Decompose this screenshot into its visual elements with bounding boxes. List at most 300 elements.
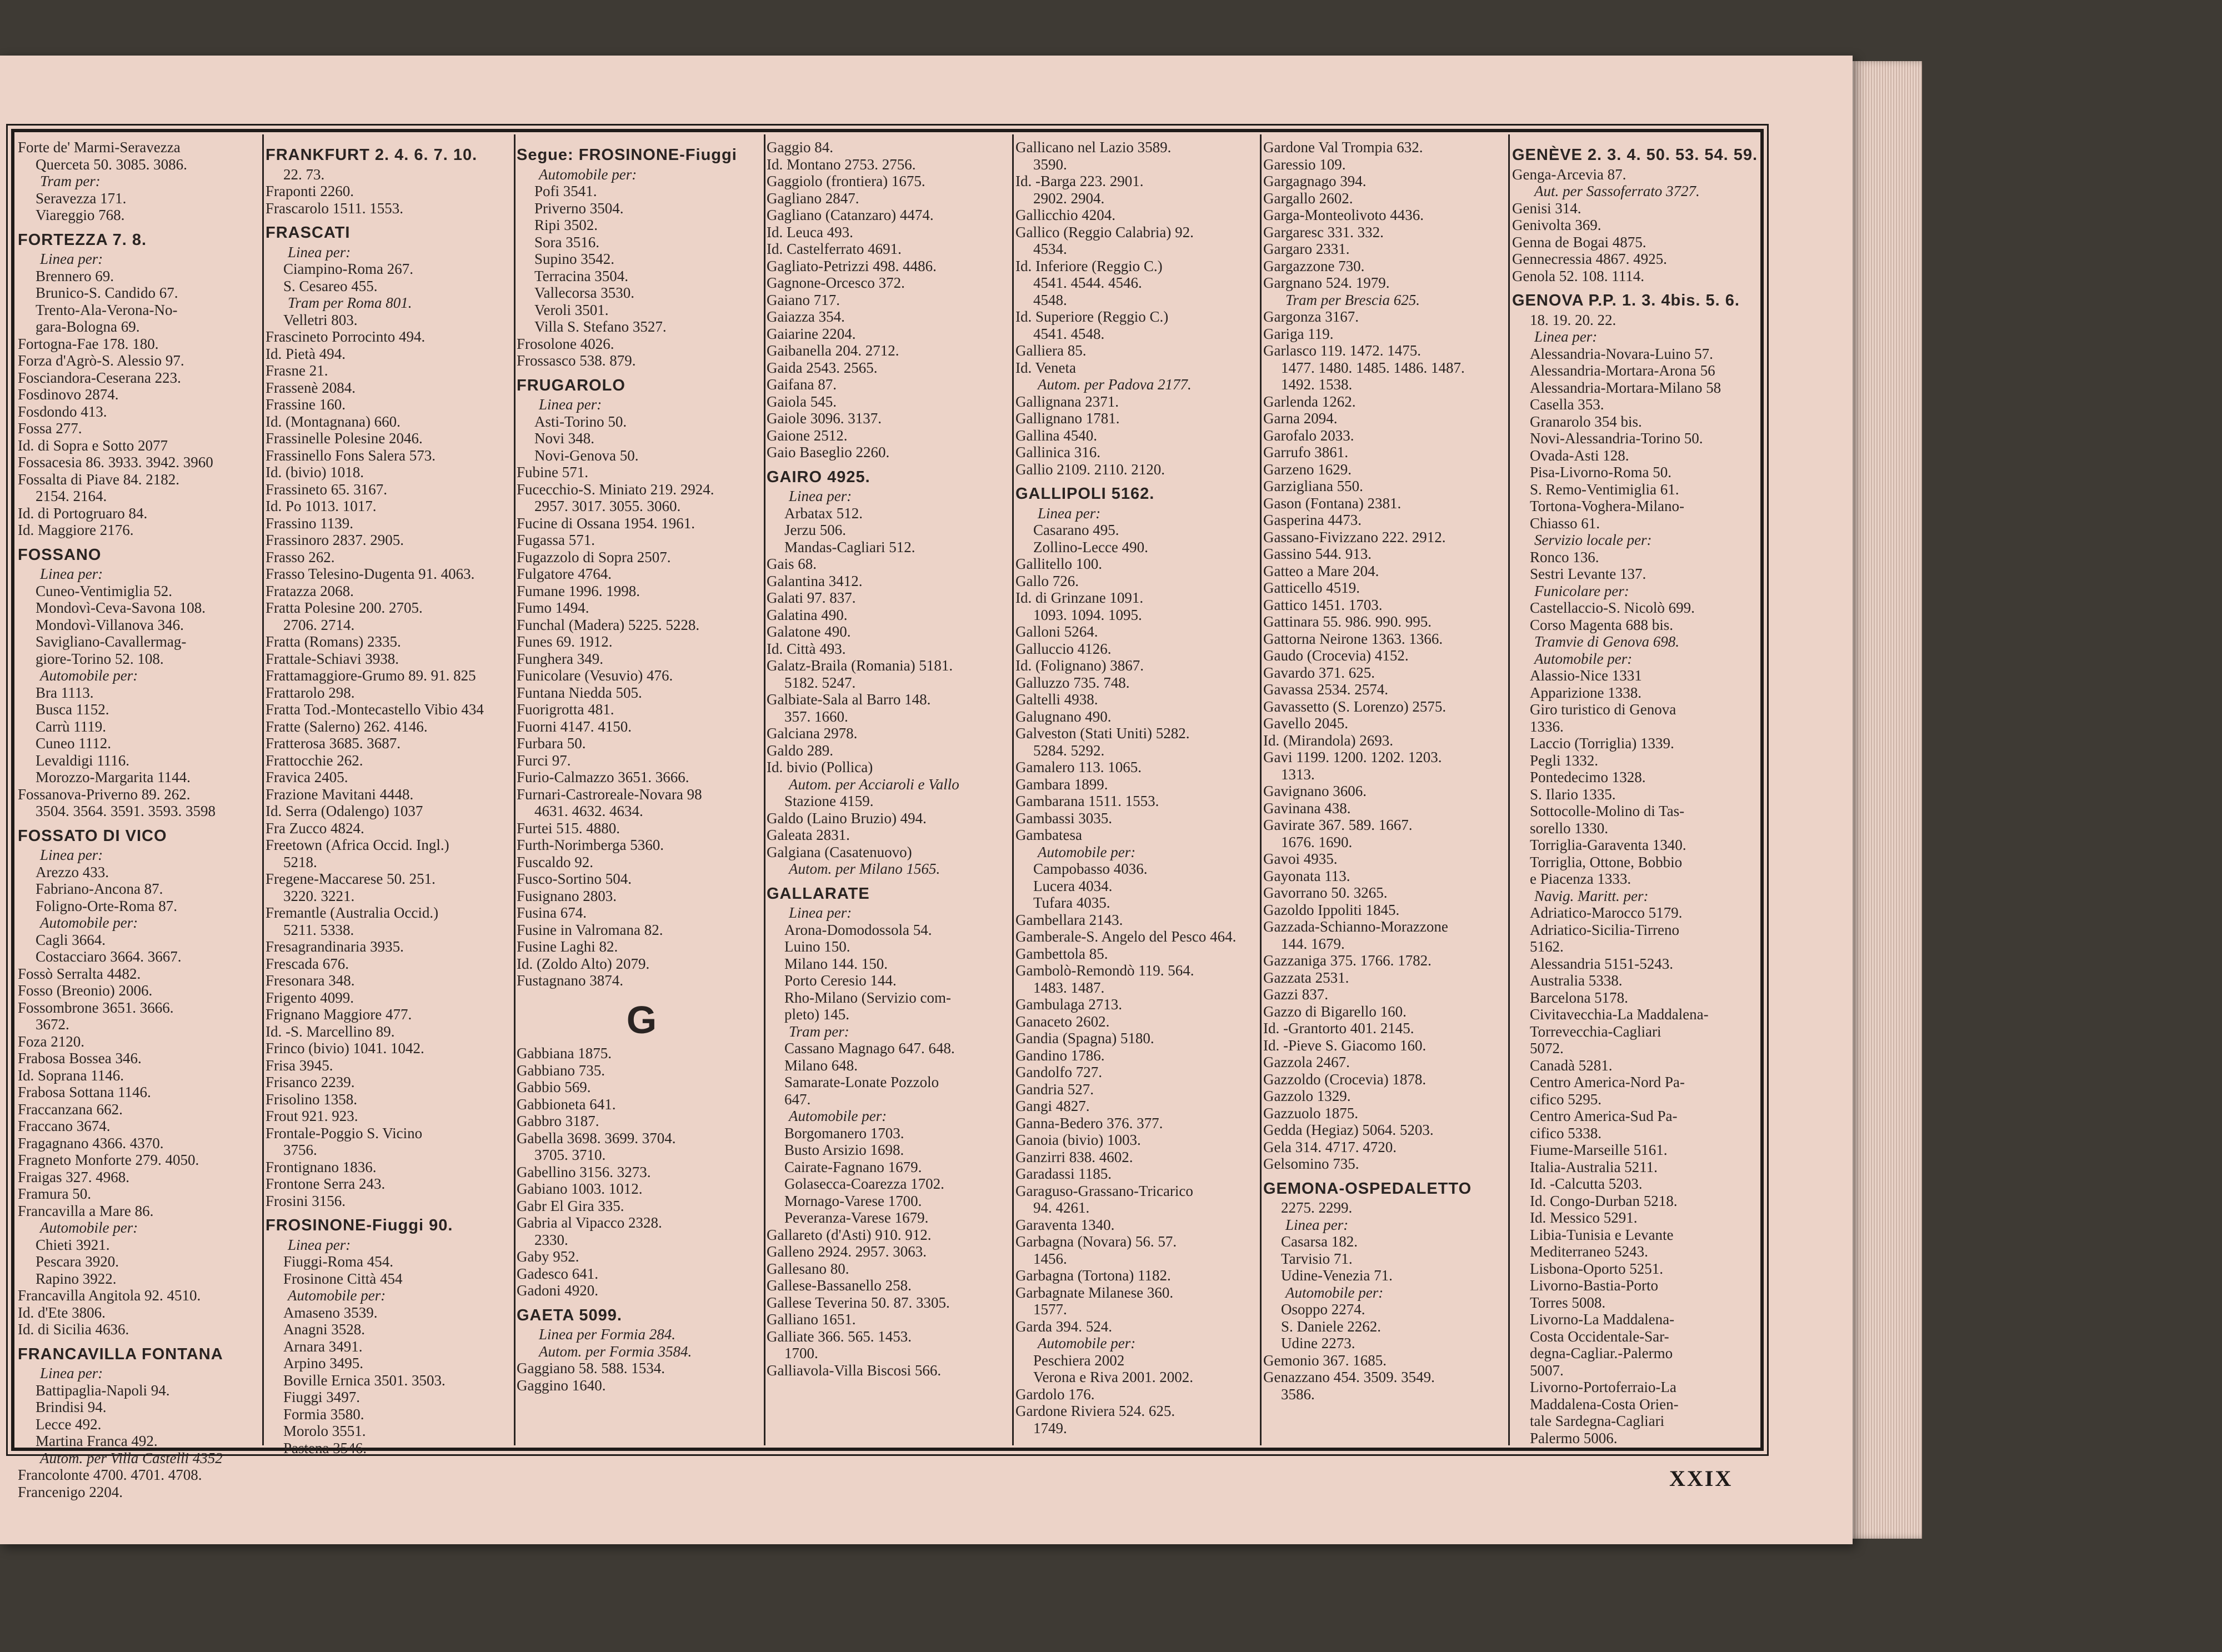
route-entry: Priverno 3504.: [534, 199, 624, 217]
route-entry: Canadà 5281.: [1530, 1057, 1613, 1074]
index-entry: Gallignana 2371.: [1015, 393, 1119, 410]
route-entry: Brennero 69.: [36, 267, 114, 284]
route-entry: Casarano 495.: [1033, 522, 1119, 538]
route-entry: Chiasso 61.: [1530, 514, 1600, 532]
route-entry: 5007.: [1530, 1361, 1564, 1379]
index-entry: Fragneto Monforte 279. 4050.: [18, 1152, 199, 1168]
index-entry: Furbara 50.: [517, 735, 586, 752]
index-entry: Gabellino 3156. 3273.: [517, 1163, 651, 1180]
index-entry: Fuorni 4147. 4150.: [517, 718, 632, 735]
route-entry: Corso Magenta 688 bis.: [1530, 616, 1673, 633]
index-entry: Furci 97.: [517, 752, 571, 769]
route-entry: Italia-Australia 5211.: [1530, 1158, 1658, 1175]
route-entry: Pofi 3541.: [534, 183, 597, 199]
route-entry: 22. 73.: [283, 166, 325, 183]
column-rule: [1508, 134, 1510, 1445]
station-heading: FORTEZZA 7. 8.: [18, 231, 147, 249]
route-entry: Querceta 50. 3085. 3086.: [36, 156, 187, 173]
route-entry: 1492. 1538.: [1281, 376, 1353, 393]
index-column-4: [767, 139, 1017, 1444]
service-label: Automobile per:: [1038, 843, 1136, 860]
index-entry: Frassineto 65. 3167.: [266, 480, 387, 498]
index-entry: Fusine Laghi 82.: [517, 938, 618, 955]
index-entry: Freetown (Africa Occid. Ingl.): [266, 837, 449, 853]
service-label: Tram per:: [789, 1023, 849, 1040]
index-entry: Fortogna-Fae 178. 180.: [18, 335, 159, 352]
route-entry: 3504. 3564. 3591. 3593. 3598: [36, 803, 216, 819]
route-entry: Martina Franca 492.: [36, 1433, 158, 1449]
route-entry: Osoppo 2274.: [1281, 1301, 1365, 1318]
index-entry: Gambolò-Remondò 119. 564.: [1015, 962, 1194, 979]
station-heading: GEMONA-OSPEDALETTO: [1263, 1179, 1472, 1198]
index-entry: Gardone Riviera 524. 625.: [1015, 1403, 1175, 1419]
index-entry: Galdo 289.: [767, 742, 833, 759]
route-entry: 3756.: [283, 1142, 317, 1158]
index-entry: Fuorigrotta 481.: [517, 701, 614, 718]
index-entry: Frasne 21.: [266, 362, 328, 379]
service-label: Automobile per:: [1534, 650, 1633, 667]
index-entry: Id. Città 493.: [767, 640, 846, 657]
index-entry: Id. Pietà 494.: [266, 345, 346, 362]
index-entry: Frosini 3156.: [266, 1192, 346, 1209]
index-entry: Id. d'Ete 3806.: [18, 1304, 106, 1321]
route-entry: Tarvisio 71.: [1281, 1250, 1353, 1267]
route-entry: Savigliano-Cavallermag-: [36, 633, 187, 650]
index-entry: Fresagrandinaria 3935.: [266, 938, 404, 955]
index-entry: Gedda (Hegiaz) 5064. 5203.: [1263, 1122, 1434, 1138]
service-label: Aut. per Sassoferrato 3727.: [1534, 183, 1700, 199]
route-entry: Alessandria-Mortara-Milano 58: [1530, 379, 1721, 396]
service-label: Automobile per:: [539, 166, 637, 183]
index-entry: Gamalero 113. 1065.: [1015, 759, 1142, 775]
index-entry: Id. (Mirandola) 2693.: [1263, 732, 1393, 749]
route-entry: Brindisi 94.: [36, 1399, 107, 1415]
index-entry: Frasso 262.: [266, 548, 335, 565]
route-entry: Pegli 1332.: [1530, 752, 1599, 769]
index-entry: Gaudo (Crocevia) 4152.: [1263, 647, 1409, 664]
service-label: Linea per:: [1285, 1216, 1349, 1233]
service-label: Linea per:: [539, 396, 602, 413]
index-entry: Gaiole 3096. 3137.: [767, 410, 882, 427]
service-label: Tram per Roma 801.: [288, 294, 412, 311]
index-entry: Gallico (Reggio Calabria) 92.: [1015, 223, 1194, 241]
index-entry: Gambarana 1511. 1553.: [1015, 793, 1159, 809]
index-entry: Id. -Barga 223. 2901.: [1015, 173, 1144, 189]
index-entry: Galloni 5264.: [1015, 623, 1098, 640]
index-entry: Gennecressia 4867. 4925.: [1512, 251, 1667, 267]
route-entry: 1336.: [1530, 718, 1564, 735]
index-entry: Garbagnate Milanese 360.: [1015, 1284, 1174, 1301]
route-entry: 1456.: [1033, 1250, 1067, 1267]
route-entry: Rho-Milano (Servizio com-: [784, 989, 951, 1006]
index-entry: Galantina 3412.: [767, 572, 863, 589]
route-entry: Alassio-Nice 1331: [1530, 667, 1642, 684]
route-entry: 2902. 2904.: [1033, 189, 1105, 207]
route-entry: Lisbona-Oporto 5251.: [1530, 1260, 1663, 1277]
route-entry: Cassano Magnago 647. 648.: [784, 1040, 955, 1057]
route-entry: Centro America-Nord Pa-: [1530, 1074, 1685, 1090]
index-entry: Gabbro 3187.: [517, 1113, 599, 1129]
index-entry: Gaio Baseglio 2260.: [767, 444, 890, 460]
service-label: Autom. per Formia 3584.: [539, 1343, 692, 1360]
index-entry: Gasperina 4473.: [1263, 512, 1362, 528]
service-label: Linea per:: [40, 847, 103, 863]
index-entry: Garadassi 1185.: [1015, 1165, 1112, 1182]
index-entry: Gatticello 4519.: [1263, 579, 1360, 596]
index-entry: Funicolare (Vesuvio) 476.: [517, 667, 673, 684]
index-entry: Gavello 2045.: [1263, 715, 1348, 732]
index-entry: Gabbioneta 641.: [517, 1095, 616, 1113]
index-entry: Gallesano 80.: [767, 1260, 849, 1277]
route-entry: Anagni 3528.: [283, 1321, 365, 1338]
service-label: Linea per:: [40, 565, 103, 582]
index-entry: Fumo 1494.: [517, 599, 589, 616]
index-entry: Gelsomino 735.: [1263, 1155, 1359, 1172]
route-entry: Casarsa 182.: [1281, 1233, 1358, 1250]
service-label: Automobile per:: [789, 1108, 887, 1124]
route-entry: Australia 5338.: [1530, 972, 1623, 989]
route-entry: Lucera 4034.: [1033, 877, 1113, 894]
service-label: Linea per:: [288, 243, 351, 261]
route-entry: Pisa-Livorno-Roma 50.: [1530, 464, 1671, 480]
index-entry: Gaibanella 204. 2712.: [767, 342, 899, 359]
index-entry: Fusine in Valromana 82.: [517, 921, 663, 938]
route-entry: Costa Occidentale-Sar-: [1530, 1328, 1669, 1345]
route-entry: 2154. 2164.: [36, 488, 107, 504]
index-entry: Id. (Folignano) 3867.: [1015, 657, 1144, 674]
station-heading: GALLARATE: [767, 884, 870, 903]
route-entry: Milano 648.: [784, 1057, 858, 1074]
index-entry: Gariga 119.: [1263, 325, 1334, 342]
route-entry: Formia 3580.: [283, 1405, 364, 1423]
station-heading: FRANCAVILLA FONTANA: [18, 1345, 223, 1363]
index-entry: Francolonte 4700. 4701. 4708.: [18, 1466, 202, 1483]
index-entry: Gavinana 438.: [1263, 799, 1351, 817]
route-entry: Mondovì-Ceva-Savona 108.: [36, 599, 206, 616]
index-entry: Frisolino 1358.: [266, 1090, 358, 1108]
index-column-5: [1015, 139, 1265, 1444]
route-entry: 2275. 2299.: [1281, 1199, 1353, 1216]
index-entry: Frassinoro 2837. 2905.: [266, 532, 404, 548]
index-entry: Gamberale-S. Angelo del Pesco 464.: [1015, 928, 1237, 945]
index-entry: Frattocchie 262.: [266, 752, 363, 769]
index-entry: Fuscaldo 92.: [517, 853, 593, 870]
index-entry: Fulgatore 4764.: [517, 565, 612, 582]
index-entry: Fusignano 2803.: [517, 887, 617, 904]
route-entry: Chieti 3921.: [36, 1236, 110, 1253]
index-entry: Galleno 2924. 2957. 3063.: [767, 1243, 927, 1260]
index-entry: Fratazza 2068.: [266, 582, 354, 599]
index-entry: Garga-Monteolivoto 4436.: [1263, 207, 1424, 223]
index-entry: Galtelli 4938.: [1015, 691, 1098, 708]
index-entry: Fosso (Breonio) 2006.: [18, 982, 153, 999]
route-entry: Novi-Genova 50.: [534, 447, 639, 464]
index-entry: Garna 2094.: [1263, 410, 1338, 427]
index-entry: Galluzzo 735. 748.: [1015, 674, 1130, 691]
index-entry: Gavi 1199. 1200. 1202. 1203.: [1263, 749, 1442, 765]
route-entry: 1483. 1487.: [1033, 979, 1105, 996]
service-label: Linea per:: [40, 251, 103, 267]
service-label: Automobile per:: [1285, 1284, 1384, 1301]
station-heading: GAETA 5099.: [517, 1306, 622, 1324]
index-entry: Garofalo 2033.: [1263, 427, 1354, 444]
index-entry: Frisanco 2239.: [266, 1074, 355, 1090]
index-entry: Funghera 349.: [517, 650, 603, 667]
route-entry: Torriglia-Garaventa 1340.: [1530, 837, 1686, 853]
route-entry: 2330.: [534, 1231, 568, 1248]
route-entry: Arezzo 433.: [36, 863, 109, 880]
index-column-6: [1263, 139, 1513, 1444]
service-label: Tramvie di Genova 698.: [1534, 633, 1679, 650]
service-label: Tram per:: [40, 173, 101, 189]
index-entry: Garlenda 1262.: [1263, 393, 1356, 410]
index-entry: Gambara 1899.: [1015, 775, 1108, 793]
route-entry: 3590.: [1033, 156, 1067, 173]
index-entry: Francenigo 2204.: [18, 1483, 123, 1500]
route-entry: Morolo 3551.: [283, 1423, 366, 1439]
index-entry: Gazzaniga 375. 1766. 1782.: [1263, 952, 1432, 969]
station-heading: FROSINONE-Fiuggi 90.: [266, 1217, 453, 1234]
index-entry: Id. Inferiore (Reggio C.): [1015, 257, 1163, 274]
index-entry: Id. Maggiore 2176.: [18, 522, 134, 538]
index-entry: Gavignano 3606.: [1263, 783, 1367, 799]
index-entry: Fraponti 2260.: [266, 183, 354, 199]
index-entry: Fubine 571.: [517, 464, 589, 480]
route-entry: Stazione 4159.: [784, 793, 874, 809]
index-entry: Framura 50.: [18, 1185, 91, 1202]
route-entry: Fabriano-Ancona 87.: [36, 880, 163, 897]
route-entry: 1749.: [1033, 1419, 1067, 1436]
route-entry: 4548.: [1033, 291, 1067, 308]
page-number: XXIX: [1669, 1466, 1733, 1491]
index-entry: Id. di Sicilia 4636.: [18, 1321, 129, 1338]
index-entry: Fratta (Romans) 2335.: [266, 633, 401, 650]
service-label: Funicolare per:: [1534, 582, 1629, 599]
index-column-3: [517, 139, 767, 1444]
route-entry: 647.: [784, 1090, 811, 1108]
index-entry: Frascineto Porrocinto 494.: [266, 328, 426, 345]
index-entry: Gagnone-Orcesco 372.: [767, 274, 905, 291]
service-label: Linea per Formia 284.: [539, 1326, 675, 1343]
station-heading: Segue: FROSINONE-Fiuggi: [517, 146, 737, 164]
index-entry: Frassino 1139.: [266, 514, 354, 532]
route-entry: Sora 3516.: [534, 233, 599, 251]
book-page-edges: [1844, 61, 1922, 1539]
column-rule: [1260, 134, 1262, 1445]
index-entry: Fregene-Maccarese 50. 251.: [266, 870, 436, 887]
index-entry: Ganaceto 2602.: [1015, 1013, 1110, 1030]
index-entry: Fucine di Ossana 1954. 1961.: [517, 514, 695, 532]
index-entry: Id. -S. Marcellino 89.: [266, 1023, 395, 1040]
service-label: Automobile per:: [40, 914, 138, 931]
index-entry: Gavardo 371. 625.: [1263, 664, 1375, 681]
index-entry: Gavoi 4935.: [1263, 850, 1338, 867]
index-entry: Galliano 1651.: [767, 1311, 856, 1328]
station-heading: GENÈVE 2. 3. 4. 50. 53. 54. 59.: [1512, 146, 1758, 164]
index-entry: Gandino 1786.: [1015, 1047, 1105, 1064]
route-entry: 5284. 5292.: [1033, 742, 1105, 759]
route-entry: Civitavecchia-La Maddalena-: [1530, 1006, 1709, 1023]
index-entry: Gargazzone 730.: [1263, 257, 1365, 274]
route-entry: Trento-Ala-Verona-No-: [36, 301, 178, 318]
index-entry: Frigento 4099.: [266, 989, 354, 1006]
index-entry: Frassinello Fons Salera 573.: [266, 447, 436, 464]
route-entry: 94. 4261.: [1033, 1199, 1090, 1216]
index-entry: Fumane 1996. 1998.: [517, 582, 640, 599]
index-entry: Gambulaga 2713.: [1015, 996, 1122, 1013]
index-entry: Fossalta di Piave 84. 2182.: [18, 470, 179, 488]
index-entry: Gabiano 1003. 1012.: [517, 1180, 643, 1197]
index-entry: Garrufo 3861.: [1263, 444, 1348, 460]
route-entry: Castellaccio-S. Nicolò 699.: [1530, 599, 1695, 616]
route-entry: Vallecorsa 3530.: [534, 284, 634, 301]
service-label: Autom. per Padova 2177.: [1038, 376, 1192, 393]
index-entry: Gallignano 1781.: [1015, 410, 1120, 427]
column-rule: [1012, 134, 1014, 1445]
index-entry: Gambatesa: [1015, 827, 1082, 843]
index-entry: Id. Leuca 493.: [767, 223, 853, 241]
index-entry: Genga-Arcevia 87.: [1512, 166, 1627, 183]
index-entry: Galatina 490.: [767, 606, 848, 623]
index-entry: Gazzoldo (Crocevia) 1878.: [1263, 1070, 1427, 1088]
route-entry: Boville Ernica 3501. 3503.: [283, 1371, 446, 1389]
index-entry: Gallese-Bassanello 258.: [767, 1277, 912, 1294]
index-entry: Frassine 160.: [266, 396, 346, 413]
route-entry: Cuneo 1112.: [36, 735, 111, 752]
route-entry: giore-Torino 52. 108.: [36, 650, 164, 667]
index-entry: Galati 97. 837.: [767, 589, 856, 606]
service-label: Autom. per Villa Castelli 4352: [40, 1449, 223, 1466]
route-entry: e Piacenza 1333.: [1530, 870, 1632, 887]
index-entry: Gattorna Neirone 1363. 1366.: [1263, 630, 1443, 647]
index-entry: Garessio 109.: [1263, 156, 1346, 173]
index-entry: Frabosa Bossea 346.: [18, 1050, 142, 1067]
index-entry: Gaggino 1640.: [517, 1376, 606, 1394]
route-entry: Giro turistico di Genova: [1530, 701, 1676, 718]
index-entry: Frazione Mavitani 4448.: [266, 785, 414, 803]
index-entry: Id. bivio (Pollica): [767, 759, 873, 775]
route-entry: Viareggio 768.: [36, 207, 125, 223]
service-label: Autom. per Milano 1565.: [789, 860, 940, 877]
service-label: Servizio locale per:: [1534, 532, 1652, 548]
index-entry: Garaventa 1340.: [1015, 1216, 1115, 1233]
index-entry: Gaiazza 354.: [767, 308, 845, 325]
route-entry: Seravezza 171.: [36, 189, 127, 207]
index-entry: Furio-Calmazzo 3651. 3666.: [517, 769, 689, 785]
route-entry: Borgomanero 1703.: [784, 1124, 904, 1142]
index-entry: Gazzuolo 1875.: [1263, 1104, 1358, 1122]
index-entry: Frattale-Schiavi 3938.: [266, 650, 399, 667]
index-entry: Gazzo di Bigarello 160.: [1263, 1003, 1407, 1020]
index-entry: Gela 314. 4717. 4720.: [1263, 1138, 1397, 1155]
route-entry: Alessandria-Novara-Luino 57.: [1530, 345, 1713, 362]
route-entry: Udine-Venezia 71.: [1281, 1267, 1393, 1284]
index-entry: Id. Serra (Odalengo) 1037: [266, 803, 423, 819]
index-entry: Gazoldo Ippoliti 1845.: [1263, 901, 1400, 918]
index-entry: Gallicchio 4204.: [1015, 207, 1115, 223]
column-rule: [514, 134, 516, 1445]
route-entry: Golasecca-Coarezza 1702.: [784, 1175, 944, 1192]
index-entry: Frassinelle Polesine 2046.: [266, 430, 423, 447]
index-entry: Id. (bivio) 1018.: [266, 464, 364, 480]
route-entry: Bra 1113.: [36, 684, 94, 701]
index-entry: Fravica 2405.: [266, 769, 348, 785]
station-heading: FRANKFURT 2. 4. 6. 7. 10.: [266, 146, 478, 164]
route-entry: 5162.: [1530, 938, 1564, 955]
route-entry: Amaseno 3539.: [283, 1304, 378, 1321]
index-entry: Galgiana (Casatenuovo): [767, 843, 912, 860]
route-entry: Torriglia, Ottone, Bobbio: [1530, 853, 1683, 870]
index-entry: Furnari-Castroreale-Novara 98: [517, 785, 702, 803]
index-entry: Gargnano 524. 1979.: [1263, 274, 1390, 291]
index-entry: Fratta Tod.-Montecastello Vibio 434: [266, 701, 484, 718]
index-entry: Gallina 4540.: [1015, 427, 1097, 444]
index-entry: Genisi 314.: [1512, 199, 1582, 217]
index-entry: Fosdondo 413.: [18, 403, 107, 420]
route-entry: cifico 5338.: [1530, 1124, 1602, 1142]
service-label: Linea per:: [1534, 328, 1598, 345]
index-entry: Garbagna (Tortona) 1182.: [1015, 1267, 1171, 1284]
index-entry: Id. di Portogruaro 84.: [18, 504, 148, 522]
index-entry: Id. Soprana 1146.: [18, 1067, 124, 1084]
index-entry: Gadoni 4920.: [517, 1282, 598, 1299]
route-entry: Foligno-Orte-Roma 87.: [36, 897, 177, 914]
column-rule: [764, 134, 765, 1445]
index-entry: Gargagnago 394.: [1263, 173, 1367, 189]
route-entry: Milano 144. 150.: [784, 955, 888, 972]
index-entry: Frascarolo 1511. 1553.: [266, 199, 403, 217]
route-entry: degna-Cagliar.-Palermo: [1530, 1345, 1673, 1361]
index-entry: Fusina 674.: [517, 904, 587, 921]
service-label: Linea per:: [1038, 504, 1101, 522]
station-heading: FRASCATI: [266, 224, 351, 242]
station-heading: FOSSATO DI VICO: [18, 827, 167, 845]
station-heading: GENOVA P.P. 1. 3. 4bis. 5. 6.: [1512, 292, 1740, 309]
index-entry: Ganoia (bivio) 1003.: [1015, 1132, 1141, 1148]
route-entry: Ronco 136.: [1530, 548, 1599, 565]
index-entry: Galveston (Stati Uniti) 5282.: [1015, 725, 1190, 742]
route-entry: Peschiera 2002: [1033, 1351, 1125, 1369]
route-entry: 2706. 2714.: [283, 616, 355, 633]
index-entry: Gardone Val Trompia 632.: [1263, 139, 1423, 156]
index-column-1: [18, 139, 268, 1500]
service-label: Automobile per:: [1038, 1335, 1136, 1351]
route-entry: Cairate-Fagnano 1679.: [784, 1158, 922, 1175]
route-entry: Pontedecimo 1328.: [1530, 769, 1646, 785]
route-entry: 4541. 4548.: [1033, 325, 1105, 342]
route-entry: Tortona-Voghera-Milano-: [1530, 498, 1685, 514]
route-entry: Adriatico-Sicilia-Tirreno: [1530, 921, 1679, 938]
index-entry: Fraccanzana 662.: [18, 1100, 123, 1118]
service-label: Linea per:: [789, 488, 852, 504]
index-entry: Frabosa Sottana 1146.: [18, 1084, 151, 1100]
route-entry: 1700.: [784, 1345, 818, 1361]
index-entry: Gayonata 113.: [1263, 867, 1350, 884]
route-entry: 4631. 4632. 4634.: [534, 803, 643, 819]
index-entry: Fresonara 348.: [266, 972, 355, 989]
index-entry: Gambettola 85.: [1015, 945, 1108, 962]
route-entry: Villa S. Stefano 3527.: [534, 318, 667, 335]
index-entry: Gaiano 717.: [767, 291, 840, 308]
index-entry: Id. Superiore (Reggio C.): [1015, 308, 1169, 325]
index-entry: Gambassi 3035.: [1015, 809, 1112, 827]
route-entry: Arona-Domodossola 54.: [784, 921, 932, 938]
index-entry: Gallicano nel Lazio 3589.: [1015, 139, 1172, 156]
index-entry: Gazzata 2531.: [1263, 969, 1349, 986]
route-entry: gara-Bologna 69.: [36, 318, 140, 335]
route-entry: Id. Messico 5291.: [1530, 1209, 1638, 1226]
route-entry: Maddalena-Costa Orien-: [1530, 1395, 1679, 1413]
